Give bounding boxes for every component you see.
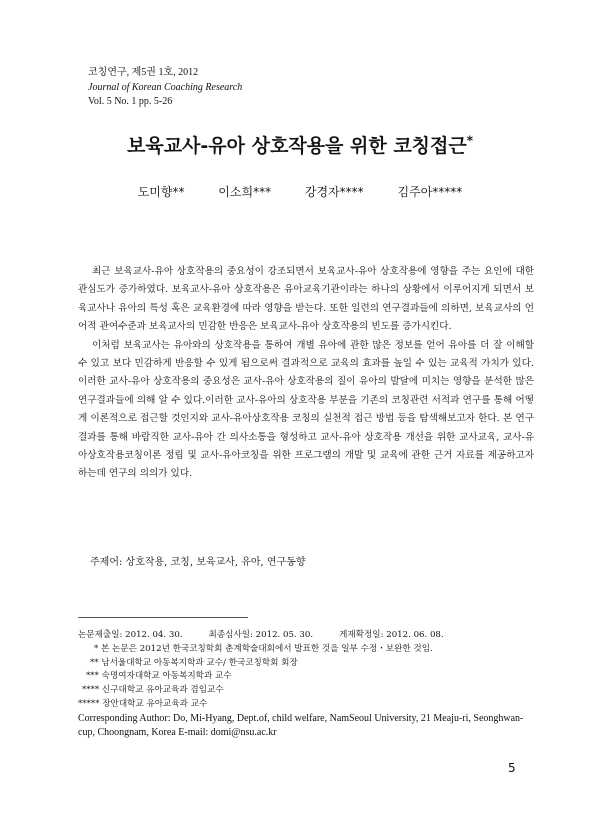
author-name: 김주아*****: [397, 185, 463, 199]
footnote-item: *** 숙명여자대학교 아동복지학과 교수: [86, 671, 232, 682]
submission-dates: [78, 629, 538, 643]
received-date: 논문제출일: 2012. 04. 30.: [78, 630, 183, 640]
footnote-divider: [78, 617, 248, 618]
keywords: 주제어: 상호작용, 코칭, 보육교사, 유아, 연구동향: [90, 557, 306, 568]
abstract: [78, 263, 534, 484]
footnotes: [78, 629, 538, 740]
accepted-date: 게재확정일: 2012. 06. 08.: [339, 630, 444, 640]
footnote-item: ***** 장안대학교 유아교육과 교수: [78, 698, 208, 709]
title-footnote-mark: *: [466, 133, 474, 148]
journal-name: Journal of Korean Coaching Research: [88, 81, 243, 93]
author-name: 이소희***: [218, 185, 272, 199]
paper-title: [0, 131, 600, 158]
author-name: 강경자****: [304, 185, 364, 199]
author-name: 도미향**: [137, 185, 185, 199]
corresponding-author: Corresponding Author: Do, Mi-Hyang, Dept.of, child welfare, NamSeoul University, 21 Meaju-ri, Seonghwan-cup, Choongnam, Korea E-mail: domi@nsu.ac.kr: [78, 712, 524, 738]
page-number: 5: [508, 761, 516, 775]
author-list: [0, 183, 600, 200]
paper-title-text: 보육교사-유아 상호작용을 위한 코칭접근: [126, 135, 467, 157]
reviewed-date: 최종심사일: 2012. 05. 30.: [208, 630, 314, 640]
footnote-item: **** 신구대학교 유아교육과 겸임교수: [82, 685, 224, 696]
journal-volume-pages: Vol. 5 No. 1 pp. 5-26: [88, 96, 173, 107]
journal-info: [88, 66, 242, 110]
abstract-paragraph: 최근 보육교사-유아 상호작용의 중요성이 강조되면서 보육교사-유아 상호작용에 영향을 주는 요인에 대한 관심도가 증가하였다. 보육교사-유아 상호작용은 유아교육기관이라는 하나의 상황에서 이루어지게 되면서 보육교사나 유아의 특성 혹은 교육환경에 따라 영향을 받는다. 또한 일련의 연구결과들에 의하면, 보육교사의 언어적 관여수준과 보육교사의 민감한 반응은 보육교사-유아 상호작용의 빈도를 증가시킨다.: [78, 266, 534, 333]
footnote-item: * 본 논문은 2012년 한국코칭학회 춘계학술대회에서 발표한 것을 일부 수정・보완한 것임.: [94, 643, 433, 654]
abstract-paragraph: 이처럼 보육교사는 유아와의 상호작용을 통하여 개별 유아에 관한 많은 정보를 얻어 유아를 더 잘 이해할 수 있고 보다 민감하게 반응할 수 있게 됨으로써 결과적으로 교육의 효과를 높일 수 있는 교육적 가치가 있다. 이러한 교사-유아 상호작용의 중요성은 교사-유아 상호작용의 질이 유아의 발달에 미치는 영향을 분석한 많은 연구결과들에 의해 알 수 있다.이러한 교사-유아의 상호작용 부분을 기존의 코칭관련 서적과 연구를 통해 어떻게 이론적으로 접근할 것인지와 교사-유아상호작용 코칭의 실천적 접근 방법 등을 탐색해보고자 한다. 본 연구 결과를 통해 바람직한 교사-유아 간 의사소통을 형성하고 교사-유아 상호작용 개선을 위한 교사교육, 교사-유아상호작용코칭이론 정립 및 교사-유아코칭을 위한 프로그램의 개발 및 교육에 관한 근거 자료를 제공하고자하는데 연구의 의의가 있다.: [78, 339, 534, 480]
footnote-item: ** 남서울대학교 아동복지학과 교수/ 한국코칭학회 회장: [90, 657, 298, 668]
journal-volume-korean: 코칭연구, 제5권 1호, 2012: [88, 67, 199, 78]
